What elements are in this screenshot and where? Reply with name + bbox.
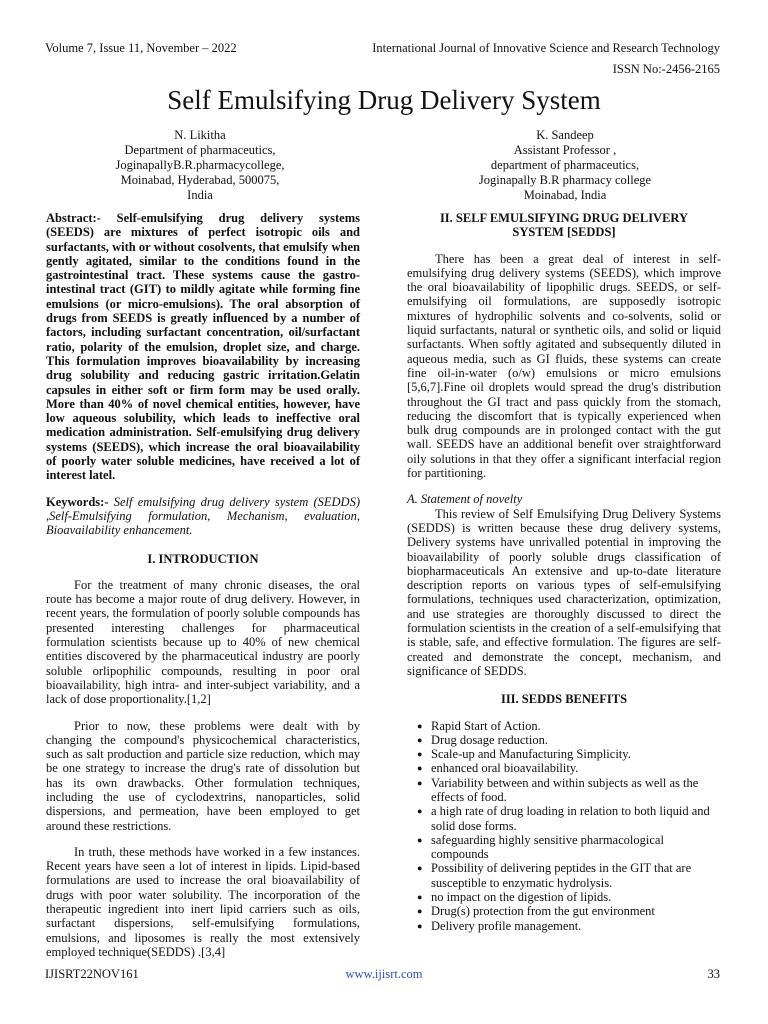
section-heading-benefits: III. SEDDS BENEFITS [500, 692, 628, 707]
list-item: ● safeguarding highly sensitive pharmacological compounds [419, 833, 721, 862]
list-item: ● Variability between and within subjects as well as the effects of food. [419, 776, 721, 805]
author-affiliation: Assistant Professor , [513, 143, 617, 157]
section-heading-introduction: I. INTRODUCTION [147, 551, 259, 566]
list-item: ● enhanced oral bioavailability. [419, 761, 721, 775]
list-item: ● no impact on the digestion of lipids. [419, 890, 721, 904]
list-item: ● Delivery profile management. [419, 919, 721, 933]
author-affiliation: Moinabad, India [523, 188, 607, 202]
section-heading-line: II. SELF EMULSIFYING DRUG DELIVERY [439, 211, 689, 225]
issn: ISSN No:-2456-2165 [612, 62, 720, 76]
author-block-2 [435, 128, 695, 203]
list-item: ● Rapid Start of Action. [419, 719, 721, 733]
list-item: ● Drug dosage reduction. [419, 733, 721, 747]
left-column [46, 211, 360, 959]
author-name: N. Likitha [174, 128, 226, 142]
list-item: ● Scale-up and Manufacturing Simplicity. [419, 747, 721, 761]
list-item: ● Drug(s) protection from the gut environment [419, 904, 721, 918]
intro-paragraph-2: Prior to now, these problems were dealt with by changing the compound's physicochemical characteristics, such as salt production and particle size reduction, which may be one strategy to increase the drug's rate of dissolution but has its own drawbacks. Other formulation techniques, including the use of cyclodextrins, nanoparticles, solid dispersions, and permeation, have been employed to get around these restrictions. [46, 718, 360, 833]
subsection-heading-novelty: A. Statement of novelty [407, 492, 523, 507]
abstract: Abstract:- Self-emulsifying drug delivery systems (SEEDS) are mixtures of perfect isotropic oils and surfactants, with or without cosolvents, that emulsify when gently agitated, similar to the conditions found in the gastrointestinal tract. These systems cause the gastro-intestinal tract (GIT) to mildly agitate while forming fine emulsions (or micro-emulsions). The oral absorption of drugs from SEEDS is greatly influenced by a number of factors, including surfactant concentration, oil/surfactant ratio, polarity of the emulsion, droplet size, and charge. This formulation improves bioavailability by increasing drug solubility and reducing gastric irritation.Gelatin capsules in either soft or firm form may be used orally. More than 40% of novel chemical entities, however, have low aqueous solubility, which leads to ineffective oral medication administration. Self-emulsifying drug delivery systems (SEEDS), which increase the oral bioavailability of poorly water soluble medicines, have received a lot of interest latel. [46, 211, 360, 483]
benefits-list [407, 719, 721, 933]
keywords [46, 495, 360, 538]
journal-url-link[interactable]: www.ijisrt.com [345, 967, 423, 981]
paper-id: IJISRT22NOV161 [45, 967, 139, 981]
section-heading-sedds [407, 211, 721, 240]
author-affiliation: department of pharmaceutics, [490, 158, 640, 172]
keywords-label: Keywords:- [46, 494, 109, 509]
list-item: ● a high rate of drug loading in relation to both liquid and solid dose forms. [419, 804, 721, 833]
author-affiliation: Joginapally B.R pharmacy college [478, 173, 652, 187]
list-item: ● Possibility of delivering peptides in the GIT that are susceptible to enzymatic hydrolysis. [419, 861, 721, 890]
author-name: K. Sandeep [536, 128, 594, 142]
page-number: 33 [707, 967, 720, 981]
paper-title: Self Emulsifying Drug Delivery System [167, 85, 601, 115]
author-affiliation: JoginapallyB.R.pharmacycollege, [115, 158, 285, 172]
volume-info: Volume 7, Issue 11, November – 2022 [45, 41, 237, 55]
author-affiliation: Moinabad, Hyderabad, 500075, [120, 173, 280, 187]
intro-paragraph-3: In truth, these methods have worked in a few instances. Recent years have seen a lot of interest in lipids. Lipid-based formulations are used to increase the oral bioavailability of drugs with poor water solubility. The incorporation of the therapeutic ingredient into inert lipid carriers such as oils, surfactant dispersions, self-emulsifying formulations, emulsions, and liposomes is really the most extensively employed technique(SEDDS) .[3,4] [46, 844, 360, 959]
right-column [407, 211, 721, 933]
author-affiliation: Department of pharmaceutics, [124, 143, 276, 157]
keywords-text: Self emulsifying drug delivery system (SEDDS) ,Self-Emulsifying formulation, Mechanism, evaluation, Bioavailability enhancement. [46, 494, 360, 538]
section-heading-line: SYSTEM [SEDDS] [512, 225, 616, 240]
journal-name: International Journal of Innovative Science and Research Technology [372, 41, 720, 55]
author-affiliation: India [187, 188, 213, 202]
intro-paragraph-1: For the treatment of many chronic diseases, the oral route has become a major route of drug delivery. However, in recent years, the formulation of poorly soluble compounds has presented interesting challenges for pharmaceutical formulation scientists because up to 40% of new chemical entities discovered by the pharmaceutical industry are poorly soluble orlipophilic compounds, resulting in poor oral bioavailability, high intra- and inter-subject variability, and a lack of dose proportionality.[1,2] [46, 577, 360, 707]
sedds-paragraph-1: There has been a great deal of interest in self-emulsifying drug delivery systems (SEEDS), which improve the oral bioavailability of lipophilic drugs. SEEDS, or self-emulsifying oil formulations, are supposedly isotropic mixtures of hydrophilic solvents and co-solvents, solid or liquid surfactants, natural or synthetic oils, and solid or liquid surfactants. When softly agitated and subsequently diluted in aqueous media, such as GI fluids, these systems can create fine oil-in-water (o/w) emulsions or micro emulsions [5,6,7].Fine oil droplets would spread the drug's distribution throughout the GI tract and pass quickly from the stomach, reducing the discomfort that is typically experienced when bulk drug compounds are in prolonged contact with the gut wall. SEEDS have an additional benefit over straightforward oily solutions in that they offer a significant interfacial region for partitioning. [407, 251, 721, 481]
author-block-1 [75, 128, 325, 203]
novelty-paragraph: This review of Self Emulsifying Drug Delivery Systems (SEDDS) is written because these drug delivery systems, Delivery systems have unrivalled potential in improving the bioavailability of poorly soluble drugs classification of biopharmaceuticals An extensive and up-to-date literature description reports on various types of self-emulsifying formulations, techniques used characterization, optimization, and use strategies are thoroughly discussed to direct the formulation scientists in the creation of a self-emulsifying that is stable, safe, and effective formulation. The figures are self-created and demonstrate the concept, mechanism, and significance of SEDDS. [407, 506, 721, 678]
